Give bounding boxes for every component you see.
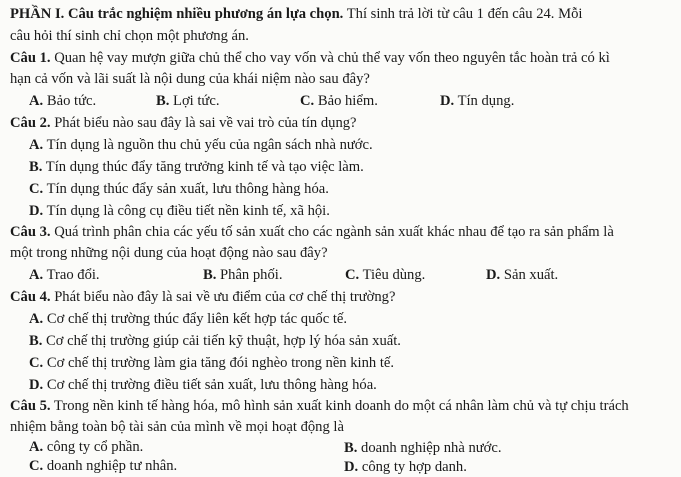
- question-1-label: Câu 1.: [10, 50, 51, 66]
- question-4-stem: [10, 287, 395, 307]
- question-1-stem-cont: hạn cả vốn và lãi suất là nội dung của khái niệm nào sau đây?: [10, 71, 370, 87]
- question-5-option-a: A. công ty cổ phần.: [29, 439, 144, 455]
- question-5-option-c: C. doanh nghiệp tư nhân.: [29, 458, 178, 474]
- question-2-option-c: C. Tín dụng thúc đẩy sản xuất, lưu thông hàng hóa.: [29, 181, 329, 197]
- question-1-option-b: B. Lợi tức.: [156, 93, 220, 109]
- question-3-text: Quá trình phân chia các yếu tố sản xuất cho các ngành sản xuất khác nhau để tạo ra sản phẩm là: [50, 224, 614, 240]
- question-5-stem: [10, 396, 629, 416]
- question-2-option-d: D. Tín dụng là công cụ điều tiết nền kinh tế, xã hội.: [29, 203, 330, 219]
- question-5-option-d: D. công ty hợp danh.: [344, 459, 467, 475]
- question-3-label: Câu 3.: [10, 224, 51, 240]
- question-5-stem-cont: nhiệm bằng toàn bộ tài sản của mình về mọi hoạt động là: [10, 419, 344, 435]
- question-4-text: Phát biểu nào đây là sai về ưu điểm của cơ chế thị trường?: [50, 289, 396, 305]
- question-2-option-a: A. Tín dụng là nguồn thu chủ yếu của ngân sách nhà nước.: [29, 137, 373, 153]
- question-4-label: Câu 4.: [10, 289, 51, 305]
- question-2-stem: [10, 113, 357, 133]
- question-1-option-c: C. Bảo hiểm.: [300, 93, 378, 109]
- question-2-label: Câu 2.: [10, 115, 51, 131]
- question-5-label: Câu 5.: [10, 398, 51, 414]
- question-5-option-b: B. doanh nghiệp nhà nước.: [344, 440, 502, 456]
- section-instruction-cont: câu hỏi thí sinh chỉ chọn một phương án.: [10, 28, 249, 44]
- question-1-stem: [10, 48, 610, 68]
- question-1-option-d: D. Tín dụng.: [440, 93, 515, 109]
- section-title: PHẦN I. Câu trắc nghiệm nhiều phương án lựa chọn.: [10, 6, 344, 22]
- question-3-option-b: B. Phân phối.: [203, 267, 283, 283]
- question-2-option-b: B. Tín dụng thúc đẩy tăng trưởng kinh tế và tạo việc làm.: [29, 159, 364, 175]
- question-4-option-b: B. Cơ chế thị trường giúp cải tiến kỹ thuật, hợp lý hóa sản xuất.: [29, 333, 401, 349]
- question-1-text: Quan hệ vay mượn giữa chủ thể cho vay vốn và chủ thể vay vốn theo nguyên tắc hoàn trả có kì: [50, 50, 610, 66]
- question-4-option-c: C. Cơ chế thị trường làm gia tăng đói nghèo trong nền kinh tế.: [29, 355, 395, 371]
- section-instruction: Thí sinh trả lời từ câu 1 đến câu 24. Mỗi: [343, 6, 583, 22]
- question-4-option-a: A. Cơ chế thị trường thúc đẩy liên kết hợp tác quốc tế.: [29, 311, 348, 327]
- question-5-text: Trong nền kinh tế hàng hóa, mô hình sản xuất kinh doanh do một cá nhân làm chủ và tự chịu trách: [50, 398, 629, 414]
- question-1-option-a: A. Bảo tức.: [29, 93, 97, 109]
- question-3-stem: [10, 222, 614, 242]
- question-3-option-a: A. Trao đổi.: [29, 267, 100, 283]
- section-header: [10, 4, 582, 24]
- question-2-text: Phát biểu nào sau đây là sai về vai trò của tín dụng?: [50, 115, 357, 131]
- question-3-option-c: C. Tiêu dùng.: [345, 267, 426, 283]
- question-3-stem-cont: một trong những nội dung của hoạt động nào sau đây?: [10, 245, 328, 261]
- question-3-option-d: D. Sản xuất.: [486, 267, 559, 283]
- question-4-option-d: D. Cơ chế thị trường điều tiết sản xuất, lưu thông hàng hóa.: [29, 377, 377, 393]
